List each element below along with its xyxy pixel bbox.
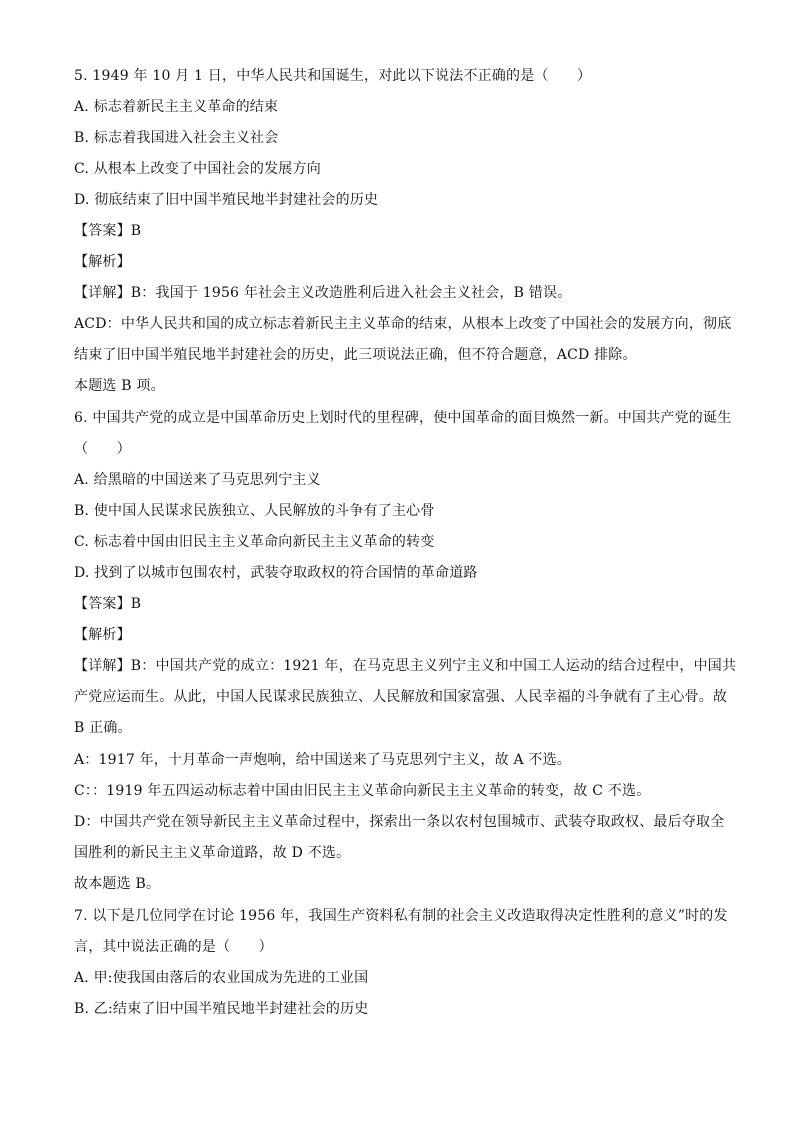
question-6-detail: 产党应运而生。从此，中国人民谋求民族独立、人民解放和国家富强、人民幸福的斗争就有了主心骨。故: [74, 689, 728, 705]
question-6-conclusion: 故本题选 B。: [74, 876, 161, 892]
question-7-option-b: B. 乙:结束了旧中国半殖民地半封建社会的历史: [74, 1001, 369, 1017]
question-6-stem: （ ）: [74, 441, 131, 457]
question-6-detail: 【详解】B：中国共产党的成立：1921 年，在马克思主义列宁主义和中国工人运动的结合过程中，中国共: [74, 658, 737, 674]
question-6-detail: B 正确。: [74, 720, 132, 736]
question-6-analysis-header: 【解析】: [74, 627, 131, 643]
question-5-option-c: C. 从根本上改变了中国社会的发展方向: [74, 161, 321, 177]
question-5-option-b: B. 标志着我国进入社会主义社会: [74, 130, 279, 146]
question-5-option-a: A. 标志着新民主主义革命的结束: [74, 99, 279, 115]
question-6-option-c: C. 标志着中国由旧民主主义革命向新民主主义革命的转变: [74, 534, 435, 550]
question-6-option-b: B. 使中国人民谋求民族独立、人民解放的斗争有了主心骨: [74, 503, 435, 519]
question-5-detail: ACD：中华人民共和国的成立标志着新民主主义革命的结束，从根本上改变了中国社会的发展方向，彻底: [74, 316, 732, 332]
question-6-detail: 国胜利的新民主主义革命道路，故 D 不选。: [74, 845, 351, 861]
question-5-detail: 【详解】B：我国于 1956 年社会主义改造胜利后进入社会主义社会，B 错误。: [74, 285, 572, 301]
question-5-answer: 【答案】B: [74, 223, 142, 239]
question-5-conclusion: 本题选 B 项。: [74, 378, 165, 394]
question-6-answer: 【答案】B: [74, 596, 142, 612]
question-6-detail: C：：1919 年五四运动标志着中国由旧民主主义革命向新民主主义革命的转变，故 C 不选。: [74, 783, 651, 799]
question-5-stem: 5. 1949 年 10 月 1 日，中华人民共和国诞生，对此以下说法不正确的是（ ）: [74, 68, 592, 84]
question-5-detail: 结束了旧中国半殖民地半封建社会的历史，此三项说法正确，但不符合题意，ACD 排除。: [74, 347, 637, 363]
question-6-detail: D：中国共产党在领导新民主主义革命过程中，探索出一条以农村包围城市、武装夺取政权、最后夺取全: [74, 814, 725, 830]
question-7-stem: 言，其中说法正确的是（ ）: [74, 939, 273, 955]
question-6-option-a: A. 给黑暗的中国送来了马克思列宁主义: [74, 472, 321, 488]
question-7-option-a: A. 甲:使我国由落后的农业国成为先进的工业国: [74, 970, 369, 986]
question-7-stem: 7. 以下是几位同学在讨论 1956 年，我国生产资料私有制的社会主义改造取得决定性胜利的意义”时的发: [74, 908, 728, 924]
question-5-option-d: D. 彻底结束了旧中国半殖民地半封建社会的历史: [74, 192, 379, 208]
question-5-analysis-header: 【解析】: [74, 254, 131, 270]
question-6-detail: A：1917 年，十月革命一声炮响，给中国送来了马克思列宁主义，故 A 不选。: [74, 752, 571, 768]
question-6-stem: 6. 中国共产党的成立是中国革命历史上划时代的里程碑，使中国革命的面目焕然一新。中国共产党的诞生: [74, 410, 732, 426]
question-6-option-d: D. 找到了以城市包围农村，武装夺取政权的符合国情的革命道路: [74, 565, 478, 581]
